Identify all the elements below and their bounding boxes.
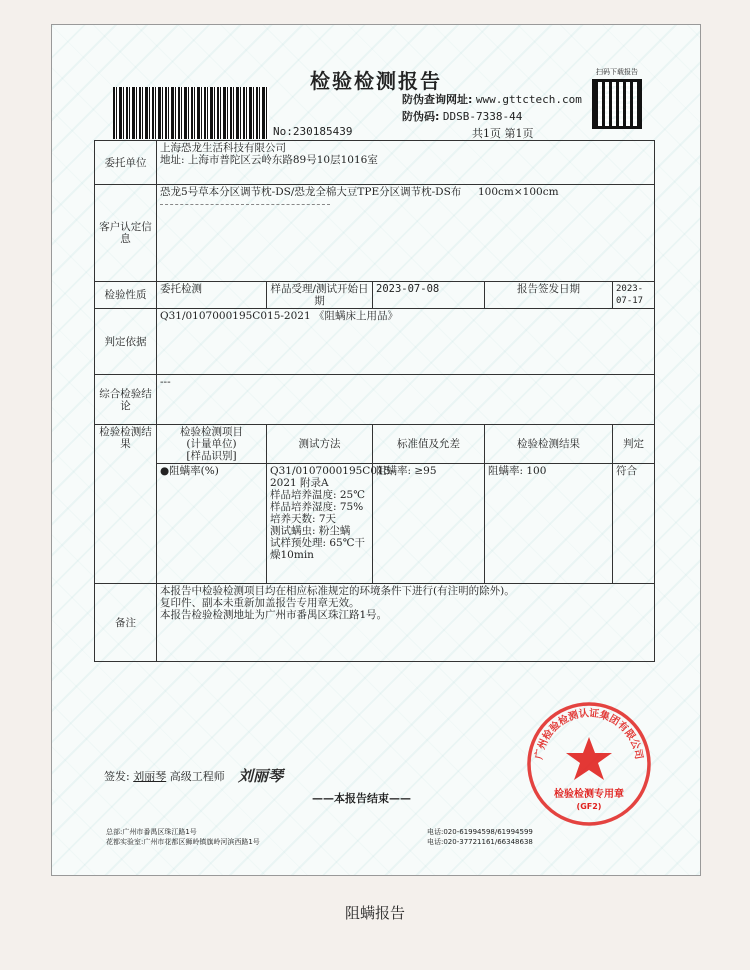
footer-tel1: 电话:020-61994598/61994599 <box>427 828 533 836</box>
signer-name: 刘丽琴 <box>133 770 167 783</box>
seal-inner-text: 检验检测专用章 <box>554 789 624 800</box>
page-count: 共1页 第1页 <box>472 127 534 140</box>
remark-text: 本报告中检验检测项目均在相应标准规定的环境条件下进行(有注明的除外)。 复印件、副本未重新加盖报告专用章无效。 本报告检验检测地址为广州市番禺区珠江路1号。 <box>157 584 655 662</box>
conclusion-value: --- <box>157 375 655 425</box>
remark-label: 备注 <box>95 584 157 662</box>
official-seal-stamp <box>524 699 654 829</box>
report-document <box>51 24 701 876</box>
anti-code: DDSB-7338-44 <box>442 110 523 123</box>
client-cell <box>157 141 655 185</box>
col-judge-header: 判定 <box>613 425 655 464</box>
anti-counterfeit-info <box>402 91 582 142</box>
row-method: Q31/0107000195C015-2021 附录A 样品培养温度: 25℃ 样品培养湿度: 75% 培养天数: 7天 测试螨虫: 粉尘螨 试样预处理: 65℃干燥10min <box>267 464 373 584</box>
seal-ring-text: 广州检验检测认证集团有限公司 <box>534 708 644 761</box>
report-table <box>94 140 655 662</box>
basis-value: Q31/0107000195C015-2021 《阻螨床上用品》 <box>157 309 655 375</box>
issue-date: 2023-07-17 <box>613 282 655 309</box>
signer <box>104 768 225 784</box>
report-end: ——本报告结束—— <box>312 792 411 805</box>
qr-caption: 扫码下载报告 <box>596 68 638 76</box>
customer-info-cell <box>157 185 655 282</box>
client-label: 委托单位 <box>95 141 157 185</box>
barcode-bars <box>113 87 269 139</box>
report-number: No:230185439 <box>273 125 353 138</box>
seal-code: (GF2) <box>576 802 602 811</box>
row-result: 阻螨率: 100 <box>485 464 613 584</box>
row-standard: 阻螨率: ≥95 <box>373 464 485 584</box>
handwritten-signature: 刘丽琴 <box>238 767 284 785</box>
client-name: 上海恐龙生活科技有限公司 <box>160 142 286 154</box>
footer-lab: 花都实验室:广州市花都区狮岭镇旗岭河滨西路1号 <box>106 838 260 846</box>
col-result-header: 检验检测结果 <box>485 425 613 464</box>
seal-star-icon <box>566 737 612 780</box>
row-judge: 符合 <box>613 464 655 584</box>
result-label: 检验检测结果 <box>95 425 157 584</box>
footer-phones <box>427 827 533 847</box>
nature-label: 检验性质 <box>95 282 157 309</box>
issue-date-label: 报告签发日期 <box>485 282 613 309</box>
basis-label: 判定依据 <box>95 309 157 375</box>
footer-addresses <box>106 827 260 847</box>
col-method-header: 测试方法 <box>267 425 373 464</box>
qr-code-icon[interactable] <box>592 79 642 129</box>
customer-size: 100cm×100cm <box>477 186 559 198</box>
col-item-header: 检验检测项目 (计量单位) [样品识别] <box>157 425 267 464</box>
dashed-divider <box>160 198 330 205</box>
conclusion-label: 综合检验结论 <box>95 375 157 425</box>
customer-info-text: 恐龙5号草本分区调节枕-DS/恐龙全棉大豆TPE分区调节枕-DS布 <box>160 186 462 198</box>
sign-label: 签发: <box>104 770 130 783</box>
client-address: 地址: 上海市普陀区云岭东路89号10层1016室 <box>160 154 378 166</box>
anti-code-label: 防伪码: <box>402 110 440 123</box>
footer-hq: 总部:广州市番禺区珠江路1号 <box>106 828 197 836</box>
nature-value: 委托检测 <box>157 282 267 309</box>
image-caption: 阻螨报告 <box>344 904 405 922</box>
receive-date: 2023-07-08 <box>373 282 485 309</box>
receive-date-label: 样品受理/测试开始日期 <box>267 282 373 309</box>
col-standard-header: 标准值及允差 <box>373 425 485 464</box>
signer-title: 高级工程师 <box>169 770 225 783</box>
query-url-label: 防伪查询网址: <box>402 93 473 106</box>
qr-block <box>589 67 645 129</box>
query-url[interactable]: www.gttctech.com <box>475 93 582 106</box>
footer-tel2: 电话:020-37721161/66348638 <box>427 838 533 846</box>
row-item: ●阻螨率(%) <box>157 464 267 584</box>
customer-info-label: 客户认定信息 <box>95 185 157 282</box>
report-title: 检验检测报告 <box>310 69 442 93</box>
